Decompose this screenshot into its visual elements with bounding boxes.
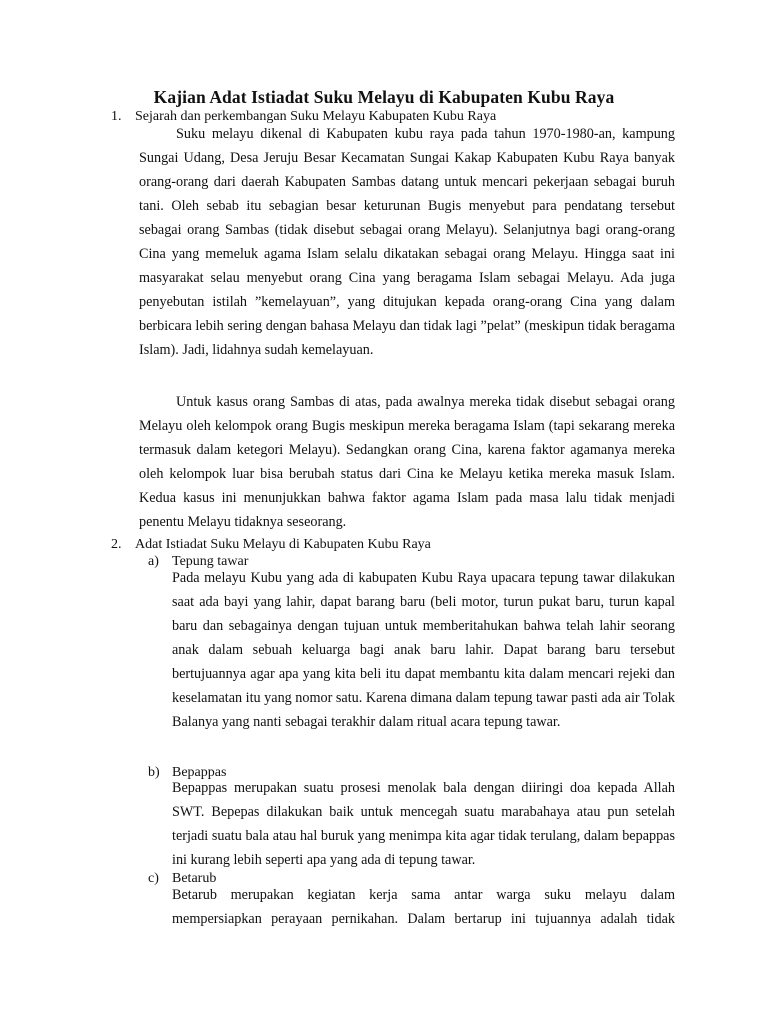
section-1-number: 1. xyxy=(111,109,122,124)
subsection-b-letter: b) xyxy=(148,765,160,780)
section-2-number: 2. xyxy=(111,537,122,552)
section-1-heading: Sejarah dan perkembangan Suku Melayu Kabupaten Kubu Raya xyxy=(135,109,497,124)
subsection-c-letter: c) xyxy=(148,871,159,886)
section-1-paragraph-2: Untuk kasus orang Sambas di atas, pada awalnya mereka tidak disebut sebagai orang Melayu oleh kelompok orang Bugis meskipun mereka beragama Islam (tapi sekarang mereka termasuk dalam ketegori Melayu). Sedangkan orang Cina, karena faktor agamanya mereka oleh kelompok luar bisa berubah status dari Cina ke Melayu ketika mereka masuk Islam. Kedua kasus ini menunjukkan bahwa faktor agama Islam pada masa lalu tidak menjadi penentu Melayu tidaknya seseorang. xyxy=(139,394,675,530)
subsection-a-heading: Tepung tawar xyxy=(172,554,249,569)
document-title: Kajian Adat Istiadat Suku Melayu di Kabupaten Kubu Raya xyxy=(153,87,615,107)
section-2-heading: Adat Istiadat Suku Melayu di Kabupaten Kubu Raya xyxy=(135,537,431,552)
subsection-a-text: Pada melayu Kubu yang ada di kabupaten Kubu Raya upacara tepung tawar dilakukan saat ada bayi yang lahir, dapat barang baru (beli motor, turun pukat baru, turun kapal baru dan sebagainya dengan tujuan untuk memberitahukan bahwa telah lahir seorang anak dalam sebuah keluarga bagi anak baru lahir. Dapat barang baru tersebut bertujuannya agar apa yang kita beli itu dapat membantu kita dalam mencari rejeki dan keselamatan itu yang nomor satu. Karena dimana dalam tepung tawar pasti ada air Tolak Balanya yang nanti sebagai terakhir dalam ritual acara tepung tawar. xyxy=(172,570,676,730)
subsection-c-heading: Betarub xyxy=(172,871,217,886)
subsection-b-text: Bepappas merupakan suatu prosesi menolak bala dengan diiringi doa kepada Allah SWT. Bepepas dilakukan baik untuk mencegah suatu marabahaya atau pun setelah terjadi suatu bala atau hal buruk yang menimpa kita agar tidak terulang, dalam bepappas ini kurang lebih seperti apa yang ada di tepung tawar. xyxy=(172,780,675,868)
subsection-a-letter: a) xyxy=(148,554,159,569)
section-1-paragraph-1: Suku melayu dikenal di Kabupaten kubu raya pada tahun 1970-1980-an, kampung Sungai Udang, Desa Jeruju Besar Kecamatan Sungai Kakap Kabupaten Kubu Raya banyak orang-orang dari daerah Kabupaten Sambas datang untuk mencari pekerjaan sebagai buruh tani. Oleh sebab itu sebagian besar keturunan Bugis menyebut para pendatang tersebut sebagai orang Sambas (tidak disebut sebagai orang Melayu). Selanjutnya bagi orang-orang Cina yang memeluk agama Islam selalu dikatakan sebagai orang Melayu. Hingga saat ini masyarakat selau menyebut orang Cina yang beragama Islam sebagai Melayu. Ada juga penyebutan istilah ”kemelayuan”, yang ditujukan kepada orang-orang Cina yang dalam berbicara lebih sering dengan bahasa Melayu dan tidak lagi ”pelat” (meskipun tidak beragama Islam). Jadi, lidahnya sudah kemelayuan. xyxy=(139,126,675,358)
subsection-b-heading: Bepappas xyxy=(172,765,227,780)
subsection-c-text: Betarub merupakan kegiatan kerja sama antar warga suku melayu dalam mempersiapkan perayaan pernikahan. Dalam bertarup ini tujuannya adalah tidak xyxy=(172,887,675,927)
